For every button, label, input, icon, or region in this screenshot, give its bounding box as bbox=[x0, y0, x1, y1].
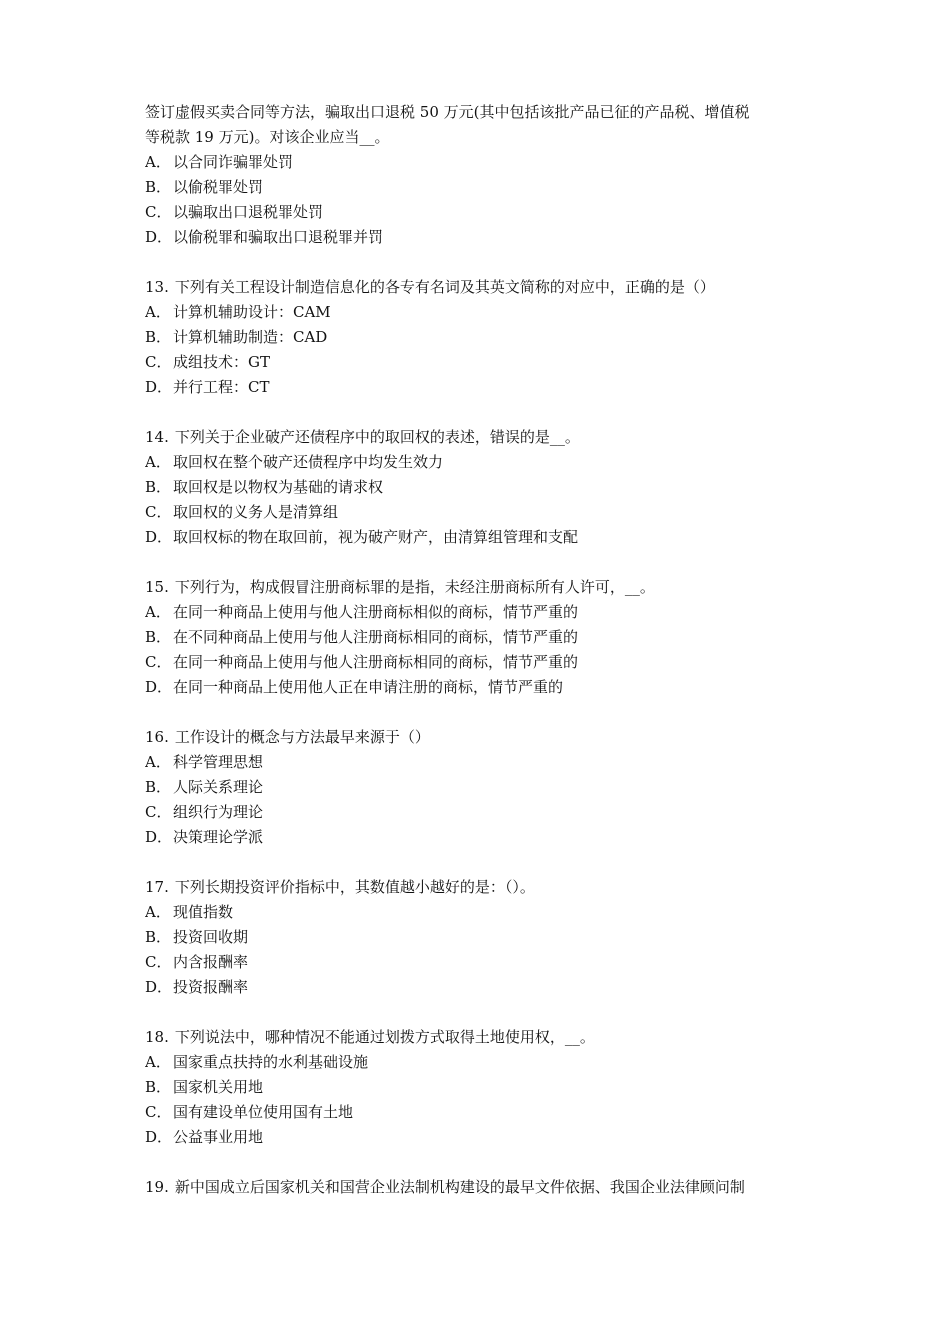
question-text: 下列关于企业破产还债程序中的取回权的表述，错误的是__。 bbox=[174, 428, 580, 446]
option-text: 在同一种商品上使用与他人注册商标相似的商标，情节严重的 bbox=[173, 603, 579, 621]
option-line bbox=[145, 600, 825, 625]
question-13 bbox=[145, 275, 825, 400]
option-line bbox=[145, 1050, 825, 1075]
option-text: 国有建设单位使用国有土地 bbox=[173, 1103, 354, 1121]
option-text: 以骗取出口退税罪处罚 bbox=[173, 203, 324, 221]
option-line bbox=[145, 750, 825, 775]
question-stem bbox=[145, 425, 825, 450]
option-text: 公益事业用地 bbox=[173, 1128, 264, 1146]
option-letter: D． bbox=[145, 228, 173, 246]
intro-line: 签订虚假买卖合同等方法，骗取出口退税 50 万元(其中包括该批产品已征的产品税、增值税 bbox=[145, 103, 750, 121]
option-line bbox=[145, 1100, 825, 1125]
option-line bbox=[145, 325, 825, 350]
option-text: 取回权是以物权为基础的请求权 bbox=[173, 478, 384, 496]
option-letter: A． bbox=[145, 1053, 171, 1071]
option-line bbox=[145, 925, 825, 950]
option-letter: A． bbox=[145, 603, 171, 621]
option-line bbox=[145, 475, 825, 500]
option-letter: A． bbox=[145, 753, 171, 771]
option-line bbox=[145, 300, 825, 325]
option-text: 科学管理思想 bbox=[173, 753, 264, 771]
question-text: 工作设计的概念与方法最早来源于（） bbox=[174, 728, 430, 746]
option-letter: C． bbox=[145, 803, 172, 821]
option-letter: B． bbox=[145, 628, 172, 646]
option-line bbox=[145, 225, 825, 250]
option-text: 投资回收期 bbox=[173, 928, 249, 946]
option-line bbox=[145, 950, 825, 975]
option-text: 人际关系理论 bbox=[173, 778, 264, 796]
option-letter: B． bbox=[145, 328, 172, 346]
option-letter: C． bbox=[145, 653, 172, 671]
question-stem bbox=[145, 725, 825, 750]
option-letter: C． bbox=[145, 1103, 172, 1121]
option-letter: D． bbox=[145, 828, 173, 846]
option-text: 现值指数 bbox=[173, 903, 234, 921]
option-text: 以合同诈骗罪处罚 bbox=[173, 153, 294, 171]
option-letter: D． bbox=[145, 978, 173, 996]
option-text: 计算机辅助设计：CAM bbox=[173, 303, 331, 321]
option-line bbox=[145, 800, 825, 825]
question-text: 下列长期投资评价指标中，其数值越小越好的是：（）。 bbox=[174, 878, 535, 896]
option-line bbox=[145, 1125, 825, 1150]
option-line bbox=[145, 1075, 825, 1100]
question-text: 下列有关工程设计制造信息化的各专有名词及其英文简称的对应中，正确的是（） bbox=[174, 278, 715, 296]
option-letter: C． bbox=[145, 503, 172, 521]
option-text: 取回权的义务人是清算组 bbox=[173, 503, 339, 521]
question-18 bbox=[145, 1025, 825, 1150]
option-letter: C． bbox=[145, 353, 172, 371]
option-letter: D． bbox=[145, 378, 173, 396]
option-letter: A． bbox=[145, 303, 171, 321]
option-line bbox=[145, 175, 825, 200]
option-text: 计算机辅助制造：CAD bbox=[173, 328, 328, 346]
question-number: 16. bbox=[145, 728, 169, 746]
question-number: 13. bbox=[145, 278, 169, 296]
option-text: 组织行为理论 bbox=[173, 803, 264, 821]
option-line bbox=[145, 350, 825, 375]
question-19 bbox=[145, 1175, 825, 1200]
option-text: 国家重点扶持的水利基础设施 bbox=[173, 1053, 369, 1071]
intro-block bbox=[145, 100, 825, 250]
option-text: 并行工程：CT bbox=[173, 378, 270, 396]
option-text: 在同一种商品上使用与他人注册商标相同的商标，情节严重的 bbox=[173, 653, 579, 671]
option-text: 内含报酬率 bbox=[173, 953, 249, 971]
question-number: 17. bbox=[145, 878, 169, 896]
option-line bbox=[145, 975, 825, 1000]
option-text: 取回权标的物在取回前，视为破产财产，由清算组管理和支配 bbox=[173, 528, 579, 546]
option-line bbox=[145, 150, 825, 175]
option-line bbox=[145, 775, 825, 800]
question-stem bbox=[145, 875, 825, 900]
option-line bbox=[145, 200, 825, 225]
question-stem bbox=[145, 1175, 825, 1200]
option-letter: A． bbox=[145, 453, 171, 471]
question-15 bbox=[145, 575, 825, 700]
option-letter: B． bbox=[145, 1078, 172, 1096]
question-number: 15. bbox=[145, 578, 169, 596]
option-line bbox=[145, 900, 825, 925]
question-stem bbox=[145, 1025, 825, 1050]
document-page bbox=[145, 100, 825, 1200]
option-text: 以偷税罪和骗取出口退税罪并罚 bbox=[173, 228, 384, 246]
option-letter: B． bbox=[145, 778, 172, 796]
option-letter: C． bbox=[145, 953, 172, 971]
question-14 bbox=[145, 425, 825, 550]
option-line bbox=[145, 650, 825, 675]
question-text: 新中国成立后国家机关和国营企业法制机构建设的最早文件依据、我国企业法律顾问制 bbox=[174, 1178, 745, 1196]
question-stem bbox=[145, 575, 825, 600]
option-line bbox=[145, 450, 825, 475]
option-letter: D． bbox=[145, 528, 173, 546]
question-number: 19. bbox=[145, 1178, 169, 1196]
option-line bbox=[145, 825, 825, 850]
option-line bbox=[145, 500, 825, 525]
question-text: 下列说法中，哪种情况不能通过划拨方式取得土地使用权，__。 bbox=[174, 1028, 595, 1046]
option-letter: D． bbox=[145, 678, 173, 696]
option-text: 以偷税罪处罚 bbox=[173, 178, 264, 196]
option-letter: B． bbox=[145, 178, 172, 196]
option-line bbox=[145, 625, 825, 650]
option-text: 国家机关用地 bbox=[173, 1078, 264, 1096]
option-text: 在不同种商品上使用与他人注册商标相同的商标，情节严重的 bbox=[173, 628, 579, 646]
option-text: 在同一种商品上使用他人正在申请注册的商标，情节严重的 bbox=[173, 678, 564, 696]
option-letter: B． bbox=[145, 478, 172, 496]
option-text: 成组技术：GT bbox=[173, 353, 270, 371]
option-line bbox=[145, 375, 825, 400]
option-text: 取回权在整个破产还债程序中均发生效力 bbox=[173, 453, 444, 471]
option-line bbox=[145, 675, 825, 700]
option-letter: C． bbox=[145, 203, 172, 221]
option-text: 决策理论学派 bbox=[173, 828, 264, 846]
question-16 bbox=[145, 725, 825, 850]
option-line bbox=[145, 525, 825, 550]
question-17 bbox=[145, 875, 825, 1000]
option-letter: D． bbox=[145, 1128, 173, 1146]
intro-line: 等税款 19 万元)。对该企业应当__。 bbox=[145, 128, 390, 146]
question-text: 下列行为，构成假冒注册商标罪的是指，未经注册商标所有人许可，__。 bbox=[174, 578, 655, 596]
question-number: 14. bbox=[145, 428, 169, 446]
question-number: 18. bbox=[145, 1028, 169, 1046]
option-text: 投资报酬率 bbox=[173, 978, 249, 996]
option-letter: B． bbox=[145, 928, 172, 946]
question-stem bbox=[145, 275, 825, 300]
option-letter: A． bbox=[145, 903, 171, 921]
option-letter: A． bbox=[145, 153, 171, 171]
